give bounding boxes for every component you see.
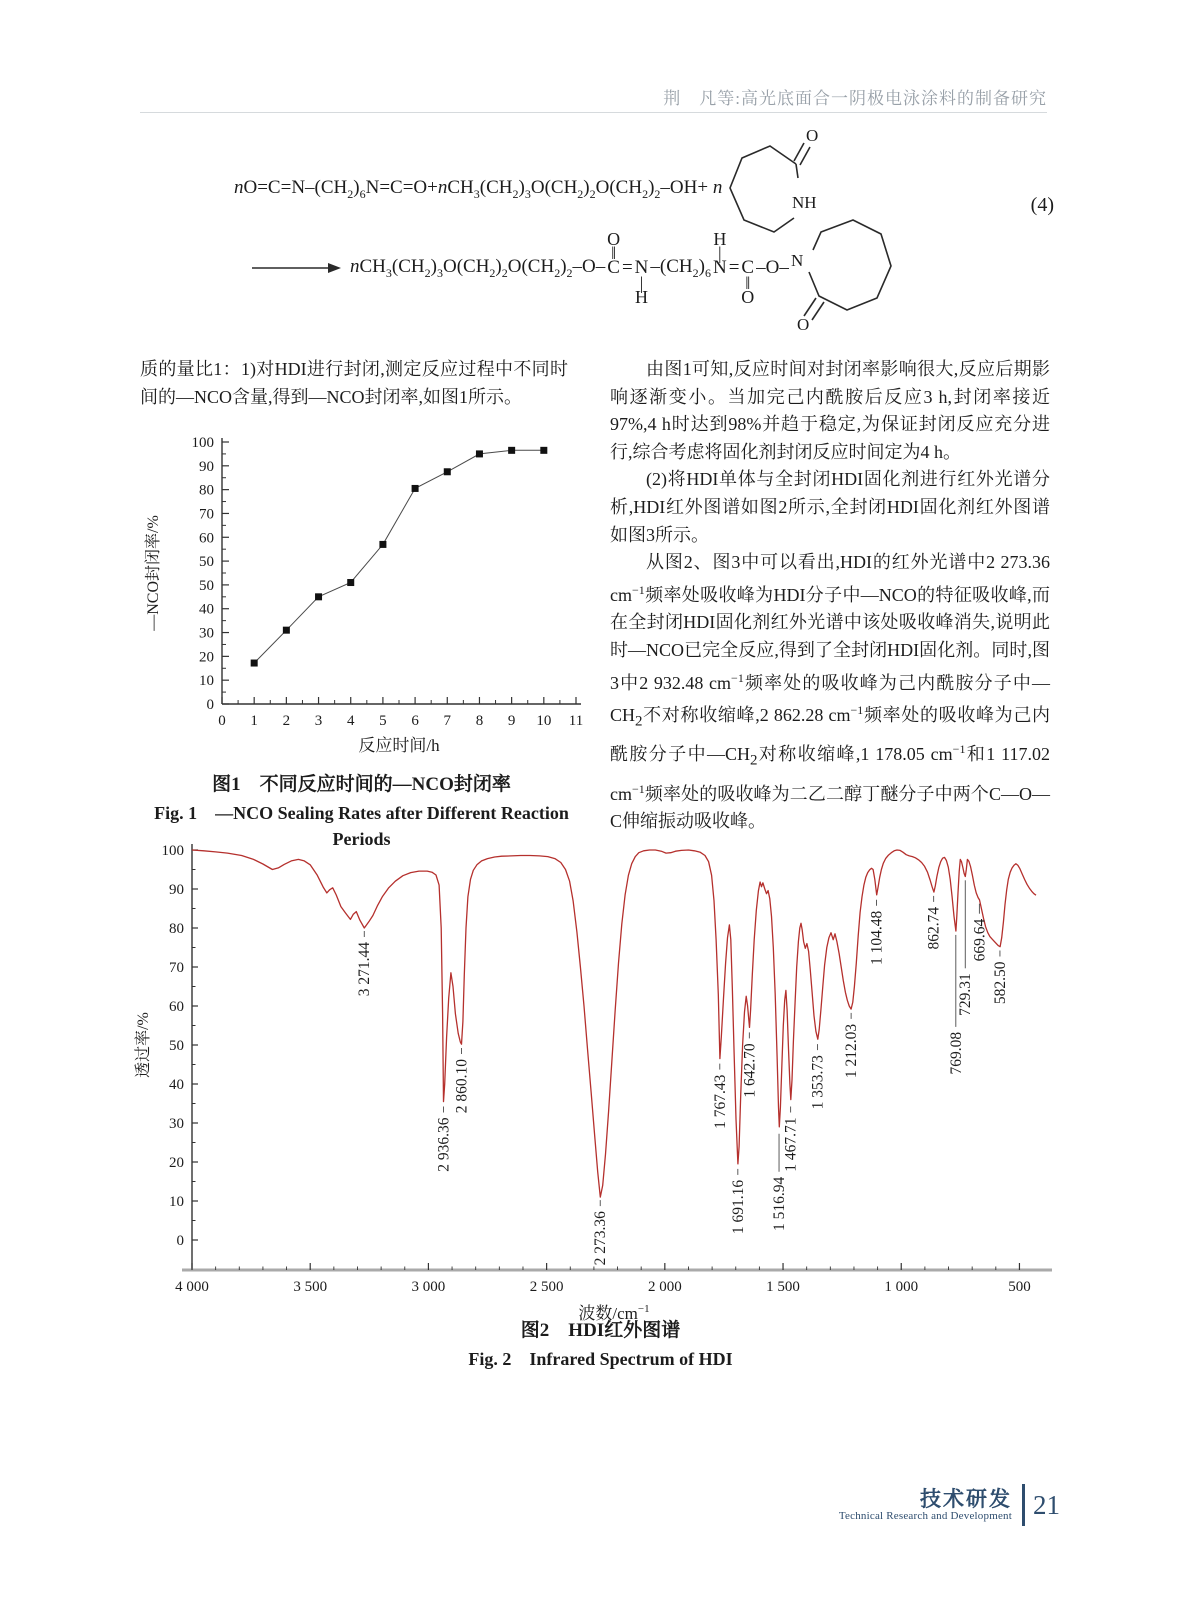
- svg-text:1: 1: [250, 713, 258, 729]
- svg-text:60: 60: [169, 999, 184, 1015]
- svg-text:60: 60: [199, 530, 214, 547]
- svg-text:透过率/%: 透过率/%: [135, 1012, 152, 1078]
- caprolactam-ring-2-icon: [789, 204, 895, 332]
- svg-text:100: 100: [191, 435, 214, 451]
- equation-line2-pre: $nCH_3(CH_2)_3O(CH_2)_2O(CH_2)_2-O-$: [350, 255, 606, 280]
- svg-text:80: 80: [169, 921, 184, 937]
- equation-line2-post: –O–: [756, 257, 789, 278]
- svg-text:40: 40: [199, 601, 214, 618]
- svg-text:1 642.70: 1 642.70: [741, 1043, 759, 1098]
- svg-text:10: 10: [169, 1194, 184, 1210]
- svg-text:80: 80: [199, 482, 214, 499]
- svg-text:3 271.44: 3 271.44: [356, 942, 374, 997]
- fig1-chart: [134, 430, 589, 760]
- svg-text:—NCO封闭率/%: —NCO封闭率/%: [145, 515, 162, 631]
- reaction-equation: [150, 128, 1060, 353]
- svg-text:6: 6: [411, 713, 419, 729]
- svg-text:30: 30: [169, 1116, 184, 1132]
- paragraph: (2)将HDI单体与全封闭HDI固化剂进行红外光谱分析,HDI红外图谱如图2所示,全封闭HDI固化剂红外图谱如图3所示。: [610, 469, 1050, 545]
- svg-text:波数/cm−1: 波数$/cm^{-1}$: [578, 1303, 650, 1323]
- bond-n-c: =: [728, 257, 740, 278]
- svg-text:100: 100: [161, 843, 184, 859]
- svg-text:2 936.36: 2 936.36: [435, 1117, 453, 1172]
- equation-number: (4): [1030, 194, 1054, 216]
- svg-text:3: 3: [314, 713, 323, 729]
- svg-text:20: 20: [199, 649, 214, 666]
- paragraph: 从图2、图3中可以看出,HDI的红外光谱中2 273.36 $cm^{-1}$频率处吸收峰为HDI分子中—NCO的特征吸收峰,而在全封闭HDI固化剂红外光谱中该处吸收峰消失,说明此时—NCO已完全反应,得到了全封闭HDI固化剂。同时,图3中2 932.48 $cm^{-1}$频率处的吸收峰为己内酰胺分子中$—CH_2$不对称收缩峰,2 862.28 $cm^{-1}$频率处的吸收峰为己内酰胺分子中$—CH_2$对称收缩峰,1 178.05 $cm^{-1}$和1 117.02 $cm^{-1}$频率处的吸收峰为二乙二醇丁醚分子中两个C—O—C伸缩振动吸收峰。: [610, 552, 1051, 832]
- fig1-caption-en: Fig. 1 —NCO Sealing Rates after Different Reaction Periods: [154, 803, 569, 849]
- svg-text:2 273.36: 2 273.36: [592, 1211, 610, 1266]
- svg-text:7: 7: [443, 713, 452, 729]
- svg-text:0: 0: [176, 1233, 184, 1249]
- svg-text:2 000: 2 000: [647, 1279, 682, 1295]
- figure-1: [134, 430, 589, 852]
- svg-text:1 467.71: 1 467.71: [782, 1117, 800, 1172]
- svg-text:30: 30: [199, 625, 214, 642]
- svg-text:3 500: 3 500: [293, 1279, 328, 1295]
- svg-text:11: 11: [568, 713, 584, 729]
- fig2-caption-cn: 图2 HDI红外图谱: [520, 1320, 681, 1341]
- carbamate-carbon-1: O ‖ C: [607, 228, 621, 278]
- svg-text:2 500: 2 500: [529, 1279, 564, 1295]
- svg-text:500: 500: [1008, 1279, 1031, 1295]
- svg-text:反应时间/h: 反应时间/h: [358, 736, 440, 755]
- svg-text:769.08: 769.08: [947, 1031, 965, 1075]
- bond-c-n: =: [621, 257, 633, 278]
- footer: [700, 1484, 1060, 1526]
- svg-text:10: 10: [536, 713, 552, 729]
- svg-text:10: 10: [199, 673, 214, 690]
- reaction-arrow-icon: [252, 260, 342, 276]
- svg-text:4 000: 4 000: [175, 1279, 209, 1295]
- left-column: [140, 356, 568, 411]
- ring-oxygen-label: O: [806, 126, 819, 145]
- svg-text:582.50: 582.50: [991, 961, 1009, 1005]
- svg-text:5: 5: [379, 713, 387, 729]
- running-title: 荆 凡等:高光底面合一阴极电泳涂料的制备研究: [663, 89, 1047, 108]
- ring2-oxygen-label: O: [796, 315, 810, 334]
- amide-nitrogen-1: N | H: [634, 257, 649, 308]
- ring-nh-label: NH: [792, 193, 817, 212]
- svg-text:1 212.03: 1 212.03: [843, 1023, 861, 1079]
- svg-text:40: 40: [169, 1077, 184, 1093]
- svg-text:862.74: 862.74: [925, 906, 943, 950]
- svg-text:2 860.10: 2 860.10: [453, 1059, 471, 1114]
- svg-text:8: 8: [475, 713, 484, 729]
- amide-nitrogen-2: H | N: [712, 228, 727, 278]
- paragraph: 质的量比1：1)对HDI进行封闭,测定反应过程中不同时间的—NCO含量,得到—NCO封闭率,如图1所示。: [140, 359, 568, 407]
- svg-text:3 000: 3 000: [411, 1279, 446, 1295]
- svg-text:50: 50: [199, 577, 214, 594]
- svg-text:90: 90: [169, 882, 184, 898]
- fig2-ir-spectrum-chart: [128, 836, 1073, 1323]
- page-number: 21: [1033, 1489, 1060, 1520]
- footer-section-cn: 技术研发: [920, 1487, 1012, 1511]
- svg-text:1 767.43: 1 767.43: [711, 1074, 729, 1129]
- footer-section-en: Technical Research and Development: [838, 1510, 1012, 1522]
- equation-line2: [252, 204, 1060, 332]
- hexamethylene-chain: $-(CH_2)_6$: [650, 255, 711, 280]
- svg-text:50: 50: [199, 554, 214, 571]
- equation-line1-formula: $nO=C=N-(CH_2)_6N=C=O+nCH_3(CH_2)_3O(CH_2)_2O(CH_2)_2-OH+ n$: [234, 176, 723, 201]
- svg-text:0: 0: [206, 697, 214, 713]
- fig1-caption-cn: 图1 不同反应时间的—NCO封闭率: [212, 774, 511, 795]
- svg-text:1 000: 1 000: [884, 1279, 919, 1295]
- svg-text:1 691.16: 1 691.16: [729, 1179, 747, 1235]
- svg-text:70: 70: [169, 960, 184, 976]
- svg-text:1 104.48: 1 104.48: [868, 910, 886, 966]
- fig2-caption-en: Fig. 2 Infrared Spectrum of HDI: [468, 1349, 733, 1369]
- svg-text:70: 70: [199, 506, 214, 523]
- svg-text:2: 2: [282, 713, 291, 729]
- svg-text:669.64: 669.64: [971, 918, 989, 962]
- footer-divider: [1022, 1484, 1025, 1526]
- carbamate-carbon-2: C ‖ O: [741, 257, 755, 308]
- ring2-nitrogen-label: N: [790, 251, 804, 270]
- svg-text:50: 50: [169, 1038, 184, 1054]
- svg-text:729.31: 729.31: [957, 973, 975, 1016]
- svg-text:20: 20: [169, 1155, 184, 1171]
- svg-text:0: 0: [218, 713, 226, 729]
- figure-2: [128, 836, 1073, 1372]
- paragraph: 由图1可知,反应时间对封闭率影响很大,反应后期影响逐渐变小。当加完己内酰胺后反应3 h,封闭率接近97%,4 h时达到98%并趋于稳定,为保证封闭反应充分进行,综合考虑将固化剂封闭反应时间定为4 h。: [610, 359, 1050, 462]
- svg-text:90: 90: [199, 458, 214, 475]
- svg-text:1 516.94: 1 516.94: [771, 1176, 789, 1232]
- svg-text:1 500: 1 500: [766, 1279, 800, 1295]
- header-rule: [140, 112, 1047, 113]
- svg-text:1 353.73: 1 353.73: [809, 1055, 827, 1110]
- svg-text:4: 4: [346, 713, 355, 729]
- svg-text:9: 9: [507, 713, 516, 729]
- right-column: [610, 356, 1050, 836]
